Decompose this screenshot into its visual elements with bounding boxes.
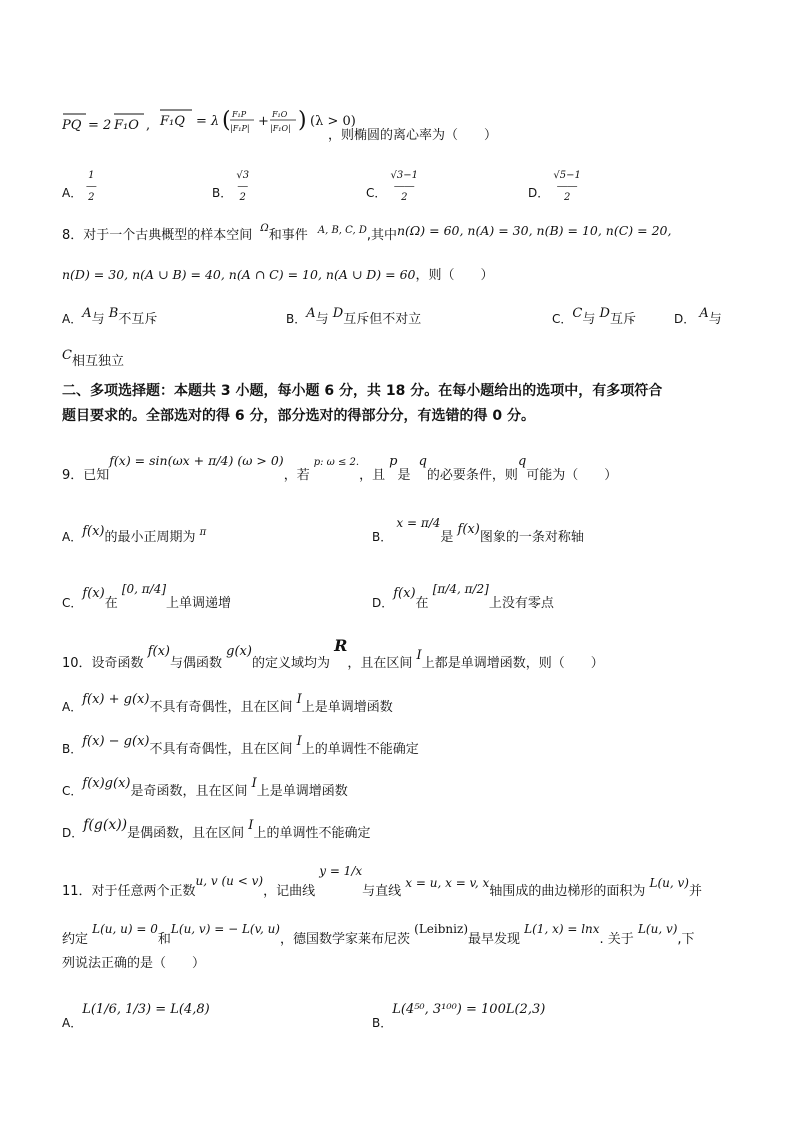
svg-text:|F₁P|: |F₁P| xyxy=(230,124,250,133)
q10-option-d[interactable]: D．f(g(x))是偶函数，且在区间 I上的单调性不能确定 xyxy=(62,817,371,841)
section-2-line-2: 题目要求的。全部选对的得 6 分，部分选对的得部分分，有选错的得 0 分。 xyxy=(62,408,535,424)
q9-option-c[interactable]: C．f(x)在 [0, π/4]上单调递增 xyxy=(62,582,232,611)
q7-stem-text: ，则椭圆的离心率为（ ） xyxy=(328,128,498,143)
svg-text:F₁Q: F₁Q xyxy=(160,114,185,129)
q8-counts-1: n(Ω) = 60, n(A) = 30, n(B) = 10, n(C) = 20, xyxy=(396,223,672,238)
svg-text:F₁P: F₁P xyxy=(232,110,247,119)
q9-stem: 9．已知f(x) = sin(ωx + π/4) (ω > 0)，若p: ω ≤ 2.，且p是 q的必要条件，则q可能为（ ） xyxy=(62,453,618,483)
section-2-line-1: 二、多项选择题：本题共 3 小题，每小题 6 分，共 18 分。在每小题给出的选项中，有多项符合 xyxy=(62,383,663,399)
q7-option-b-fraction: √3 ― 2 xyxy=(236,170,250,203)
q9-option-a[interactable]: A．f(x)的最小正周期为 π xyxy=(62,524,207,545)
q9-function: f(x) = sin(ωx + π/4) (ω > 0) xyxy=(109,453,284,468)
svg-text:F₁O: F₁O xyxy=(272,110,288,119)
q8-counts-2: n(D) = 30, n(A ∪ B) = 40, n(A ∩ C) = 10, n(A ∪ D) = 60 xyxy=(62,267,416,282)
svg-text:,: , xyxy=(146,118,151,133)
q9-option-d[interactable]: D．f(x)在 [π/4, π/2]上没有零点 xyxy=(372,582,554,611)
q11-line-1: 11．对于任意两个正数u, v (u < v)，记曲线 y = 1/x与直线 x = u, x = v, x轴围成的曲边梯形的面积为 L(u, v)并 xyxy=(62,864,702,899)
svg-text:(: ( xyxy=(222,108,231,133)
q8-option-a[interactable]: A．A与 B不互斥 xyxy=(62,306,158,327)
svg-text:PQ: PQ xyxy=(62,118,82,133)
q8-option-d[interactable]: D． A与 xyxy=(674,306,722,327)
q7-option-c-fraction: √3−1 ―― 2 xyxy=(390,170,419,203)
svg-text:(λ > 0): (λ > 0) xyxy=(310,114,356,129)
svg-text:|F₁O|: |F₁O| xyxy=(270,124,291,133)
q7-option-b[interactable]: B． √3 ― 2 xyxy=(212,170,250,203)
q10-stem: 10．设奇函数 f(x)与偶函数 g(x)的定义域均为 R，且在区间 I上都是单调增函数，则（ ） xyxy=(62,636,604,671)
q7-option-a-fraction: 1 ― 2 xyxy=(86,170,97,203)
q9-option-b[interactable]: B． x = π/4是 f(x)图象的一条对称轴 xyxy=(372,516,584,545)
svg-text:): ) xyxy=(298,108,307,133)
q10-option-c[interactable]: C．f(x)g(x)是奇函数，且在区间 I上是单调增函数 xyxy=(62,776,348,799)
q8-option-b[interactable]: B．A与 D互斥但不对立 xyxy=(286,306,422,327)
q7-vector-expression xyxy=(62,104,362,138)
svg-text:F₁O: F₁O xyxy=(114,118,139,133)
svg-text:= 2: = 2 xyxy=(88,118,112,133)
q11-line-3: 列说法正确的是（ ） xyxy=(62,956,206,971)
q7-option-a[interactable]: A． 1 ― 2 xyxy=(62,170,97,203)
q8-line-1: 8．对于一个古典概型的样本空间 $^\Omega$和事件 $^{A, B, C, D}$,其中n(Ω) = 60, n(A) = 30, n(B) = 10, n(C) = 20, xyxy=(62,223,672,243)
q7-option-c[interactable]: C． √3−1 ―― 2 xyxy=(366,170,419,203)
q7-option-d-fraction: √5−1 ―― 2 xyxy=(553,170,581,203)
q8-option-d-continued: C相互独立 xyxy=(62,348,124,369)
svg-text:= λ: = λ xyxy=(196,114,220,129)
svg-text:+: + xyxy=(258,114,269,129)
q7-option-d[interactable]: D． √5−1 ―― 2 xyxy=(528,170,581,203)
q10-option-a[interactable]: A．f(x) + g(x)不具有奇偶性，且在区间 I上是单调增函数 xyxy=(62,692,393,715)
q8-line-2: n(D) = 30, n(A ∪ B) = 40, n(A ∩ C) = 10, n(A ∪ D) = 60，则（ ） xyxy=(62,267,494,283)
q10-option-b[interactable]: B．f(x) − g(x)不具有奇偶性，且在区间 I上的单调性不能确定 xyxy=(62,734,419,757)
q8-option-c[interactable]: C．C与 D互斥 xyxy=(552,306,636,327)
q11-line-2: 约定 L(u, u) = 0和L(u, v) = − L(v, u)，德国数学家莱布尼茨 (Leibniz)最早发现 L(1, x) = lnx. 关于 L(u, v),下 xyxy=(62,922,695,947)
q11-option-b[interactable]: B．L(4⁵⁰, 3¹⁰⁰) = 100L(2,3) xyxy=(372,1002,546,1030)
q11-option-a[interactable]: A．L(1/6, 1/3) = L(4,8) xyxy=(62,1002,210,1030)
